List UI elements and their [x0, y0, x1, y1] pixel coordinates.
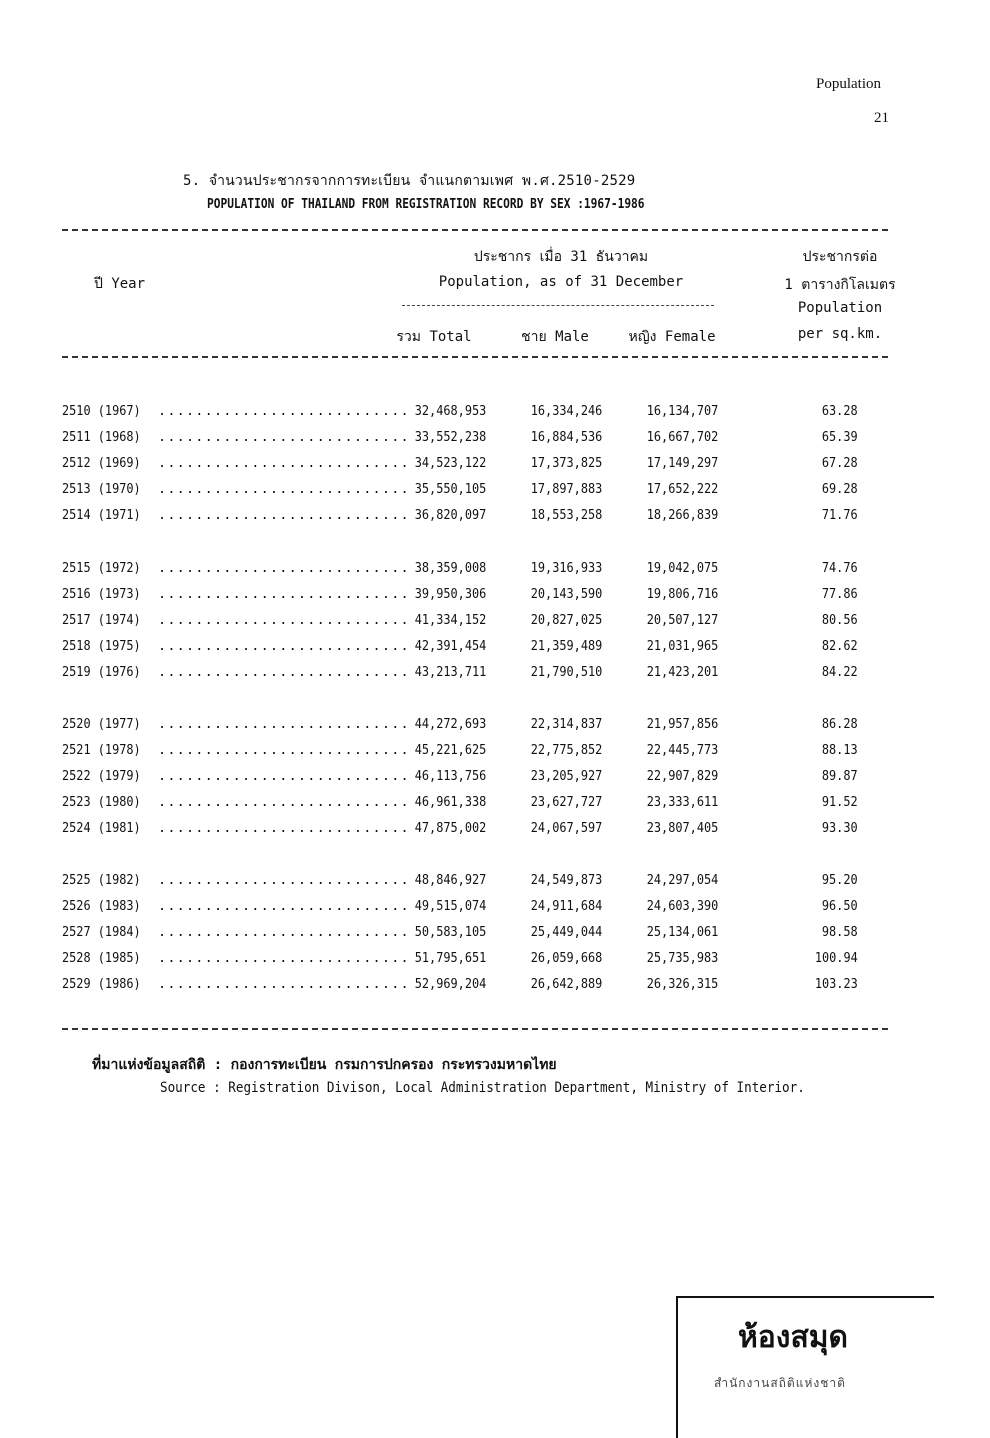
density-cell: 77.86 — [822, 586, 858, 602]
leader-dots: ........................... — [158, 612, 410, 628]
library-stamp-subtitle: สำนักงานสถิติแห่งชาติ — [714, 1376, 846, 1390]
density-cell: 98.58 — [822, 924, 858, 940]
year-cell: 2520 (1977) — [62, 716, 141, 732]
leader-dots: ........................... — [158, 768, 410, 784]
total-cell: 41,334,152 — [414, 612, 486, 628]
year-cell: 2529 (1986) — [62, 976, 141, 992]
population-subrule — [402, 305, 714, 306]
density-cell: 103.23 — [815, 976, 858, 992]
male-cell: 16,884,536 — [530, 429, 602, 445]
density-cell: 93.30 — [822, 820, 858, 836]
female-cell: 21,957,856 — [646, 716, 718, 732]
total-column-header: รวม Total — [396, 329, 472, 345]
male-cell: 17,373,825 — [530, 455, 602, 471]
leader-dots: ........................... — [158, 560, 410, 576]
female-cell: 25,134,061 — [646, 924, 718, 940]
female-cell: 21,423,201 — [646, 664, 718, 680]
top-rule — [62, 229, 888, 231]
density-cell: 88.13 — [822, 742, 858, 758]
male-cell: 19,316,933 — [530, 560, 602, 576]
year-column-header: ปี Year — [94, 276, 146, 292]
leader-dots: ........................... — [158, 950, 410, 966]
year-cell: 2523 (1980) — [62, 794, 141, 810]
female-cell: 22,445,773 — [646, 742, 718, 758]
year-cell: 2518 (1975) — [62, 638, 141, 654]
female-cell: 23,333,611 — [646, 794, 718, 810]
year-cell: 2524 (1981) — [62, 820, 141, 836]
density-cell: 74.76 — [822, 560, 858, 576]
density-cell: 91.52 — [822, 794, 858, 810]
year-cell: 2521 (1978) — [62, 742, 141, 758]
year-cell: 2510 (1967) — [62, 403, 141, 419]
year-cell: 2512 (1969) — [62, 455, 141, 471]
leader-dots: ........................... — [158, 455, 410, 471]
year-cell: 2519 (1976) — [62, 664, 141, 680]
year-cell: 2516 (1973) — [62, 586, 141, 602]
page-number: 21 — [874, 110, 889, 126]
density-cell: 65.39 — [822, 429, 858, 445]
total-cell: 48,846,927 — [414, 872, 486, 888]
male-cell: 23,205,927 — [530, 768, 602, 784]
female-cell: 26,326,315 — [646, 976, 718, 992]
female-cell: 19,806,716 — [646, 586, 718, 602]
total-cell: 34,523,122 — [414, 455, 486, 471]
total-cell: 39,950,306 — [414, 586, 486, 602]
population-group-header: Population, as of 31 December — [438, 274, 684, 290]
female-cell: 16,134,707 — [646, 403, 718, 419]
leader-dots: ........................... — [158, 872, 410, 888]
density-cell: 69.28 — [822, 481, 858, 497]
year-cell: 2527 (1984) — [62, 924, 141, 940]
density-header-thai: ประชากรต่อ — [802, 249, 878, 265]
male-cell: 21,359,489 — [530, 638, 602, 654]
leader-dots: ........................... — [158, 976, 410, 992]
total-cell: 46,961,338 — [414, 794, 486, 810]
year-cell: 2517 (1974) — [62, 612, 141, 628]
male-cell: 16,334,246 — [530, 403, 602, 419]
female-cell: 23,807,405 — [646, 820, 718, 836]
density-cell: 84.22 — [822, 664, 858, 680]
year-cell: 2525 (1982) — [62, 872, 141, 888]
total-cell: 46,113,756 — [414, 768, 486, 784]
density-cell: 86.28 — [822, 716, 858, 732]
density-header-thai-2: 1 ตารางกิโลเมตร — [784, 277, 896, 293]
year-cell: 2526 (1983) — [62, 898, 141, 914]
male-cell: 24,911,684 — [530, 898, 602, 914]
population-group-header-thai: ประชากร เมื่อ 31 ธันวาคม — [473, 249, 649, 265]
leader-dots: ........................... — [158, 481, 410, 497]
female-cell: 17,652,222 — [646, 481, 718, 497]
female-cell: 16,667,702 — [646, 429, 718, 445]
female-cell: 20,507,127 — [646, 612, 718, 628]
leader-dots: ........................... — [158, 716, 410, 732]
year-cell: 2511 (1968) — [62, 429, 141, 445]
density-cell: 63.28 — [822, 403, 858, 419]
header-bottom-rule — [62, 356, 888, 358]
density-cell: 96.50 — [822, 898, 858, 914]
male-cell: 18,553,258 — [530, 507, 602, 523]
density-cell: 100.94 — [815, 950, 858, 966]
male-cell: 24,549,873 — [530, 872, 602, 888]
table-title-thai: 5. จำนวนประชากรจากการทะเบียน จำแนกตามเพศ พ.ศ.2510-2529 — [183, 173, 636, 189]
female-cell: 24,603,390 — [646, 898, 718, 914]
female-cell: 19,042,075 — [646, 560, 718, 576]
leader-dots: ........................... — [158, 638, 410, 654]
density-cell: 82.62 — [822, 638, 858, 654]
source-note-thai: ที่มาแห่งข้อมูลสถิติ : กองการทะเบียน กรมการปกครอง กระทรวงมหาดไทย — [92, 1057, 557, 1073]
leader-dots: ........................... — [158, 924, 410, 940]
year-cell: 2513 (1970) — [62, 481, 141, 497]
leader-dots: ........................... — [158, 507, 410, 523]
female-cell: 22,907,829 — [646, 768, 718, 784]
year-cell: 2522 (1979) — [62, 768, 141, 784]
total-cell: 33,552,238 — [414, 429, 486, 445]
total-cell: 42,391,454 — [414, 638, 486, 654]
total-cell: 44,272,693 — [414, 716, 486, 732]
leader-dots: ........................... — [158, 586, 410, 602]
leader-dots: ........................... — [158, 429, 410, 445]
leader-dots: ........................... — [158, 794, 410, 810]
density-cell: 67.28 — [822, 455, 858, 471]
total-cell: 32,468,953 — [414, 403, 486, 419]
male-cell: 23,627,727 — [530, 794, 602, 810]
table-title-english: POPULATION OF THAILAND FROM REGISTRATION RECORD BY SEX :1967-1986 — [207, 197, 645, 212]
female-column-header: หญิง Female — [628, 329, 716, 345]
total-cell: 45,221,625 — [414, 742, 486, 758]
female-cell: 25,735,983 — [646, 950, 718, 966]
library-stamp-title: ห้องสมุด — [738, 1320, 849, 1355]
leader-dots: ........................... — [158, 664, 410, 680]
male-cell: 20,143,590 — [530, 586, 602, 602]
density-header-2: per sq.km. — [797, 326, 883, 342]
section-header: Population — [816, 76, 882, 92]
female-cell: 24,297,054 — [646, 872, 718, 888]
density-header: Population — [797, 300, 883, 316]
male-cell: 22,314,837 — [530, 716, 602, 732]
density-cell: 71.76 — [822, 507, 858, 523]
female-cell: 21,031,965 — [646, 638, 718, 654]
male-cell: 22,775,852 — [530, 742, 602, 758]
male-cell: 17,897,883 — [530, 481, 602, 497]
total-cell: 50,583,105 — [414, 924, 486, 940]
source-note: Source : Registration Divison, Local Administration Department, Ministry of Interior. — [160, 1080, 805, 1096]
male-cell: 21,790,510 — [530, 664, 602, 680]
male-cell: 26,059,668 — [530, 950, 602, 966]
male-cell: 20,827,025 — [530, 612, 602, 628]
leader-dots: ........................... — [158, 898, 410, 914]
library-stamp — [676, 1296, 934, 1438]
total-cell: 38,359,008 — [414, 560, 486, 576]
year-cell: 2514 (1971) — [62, 507, 141, 523]
total-cell: 47,875,002 — [414, 820, 486, 836]
bottom-rule — [62, 1028, 888, 1030]
leader-dots: ........................... — [158, 820, 410, 836]
year-cell: 2515 (1972) — [62, 560, 141, 576]
total-cell: 51,795,651 — [414, 950, 486, 966]
total-cell: 36,820,097 — [414, 507, 486, 523]
male-cell: 24,067,597 — [530, 820, 602, 836]
male-cell: 25,449,044 — [530, 924, 602, 940]
leader-dots: ........................... — [158, 742, 410, 758]
female-cell: 18,266,839 — [646, 507, 718, 523]
leader-dots: ........................... — [158, 403, 410, 419]
total-cell: 35,550,105 — [414, 481, 486, 497]
male-column-header: ชาย Male — [521, 329, 589, 345]
density-cell: 95.20 — [822, 872, 858, 888]
density-cell: 89.87 — [822, 768, 858, 784]
total-cell: 52,969,204 — [414, 976, 486, 992]
total-cell: 43,213,711 — [414, 664, 486, 680]
year-cell: 2528 (1985) — [62, 950, 141, 966]
female-cell: 17,149,297 — [646, 455, 718, 471]
male-cell: 26,642,889 — [530, 976, 602, 992]
density-cell: 80.56 — [822, 612, 858, 628]
total-cell: 49,515,074 — [414, 898, 486, 914]
